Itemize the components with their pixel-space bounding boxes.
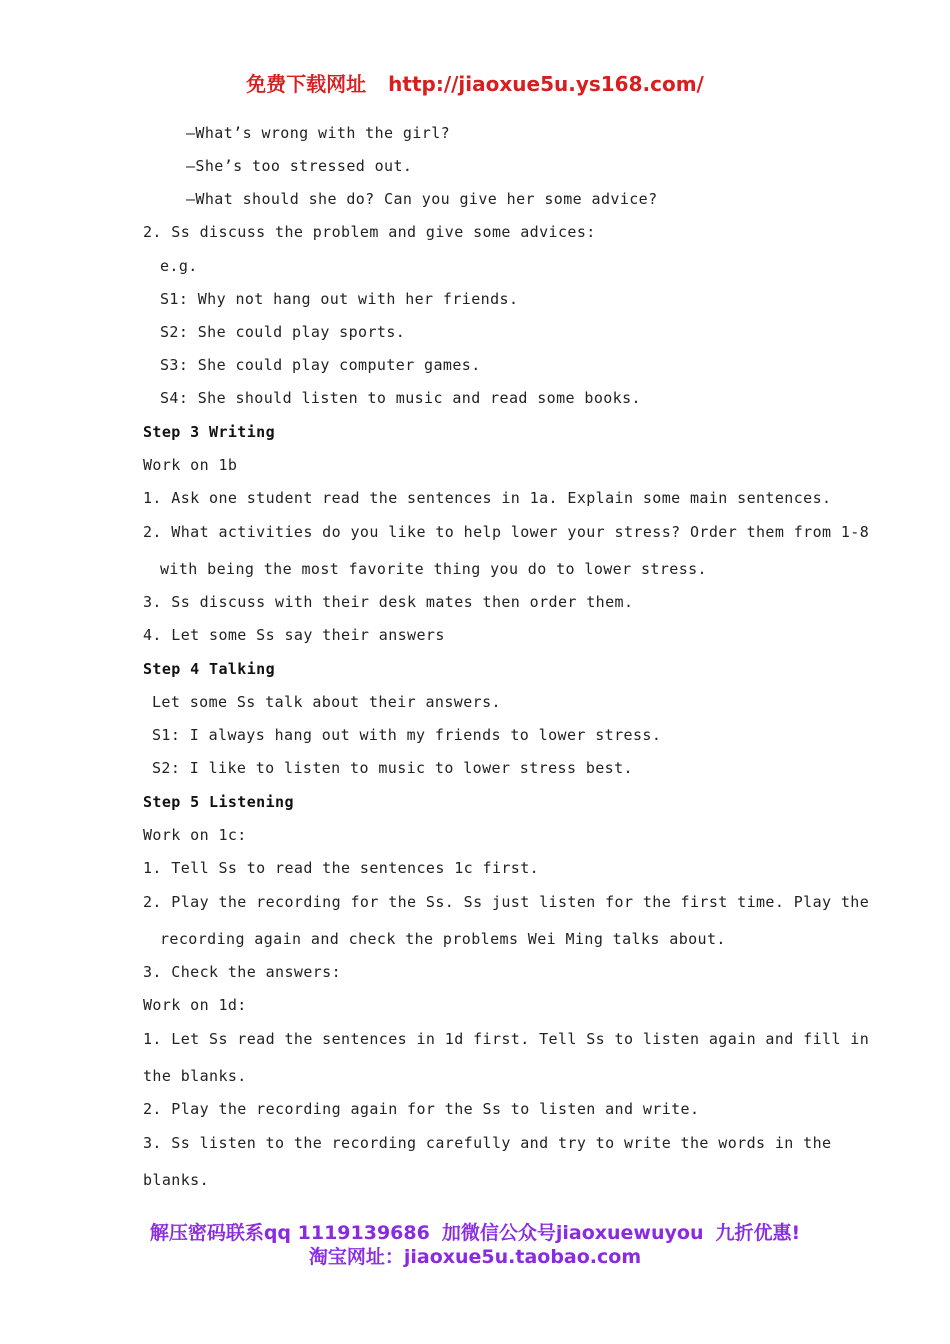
example-line: S2: I like to listen to music to lower stress best. xyxy=(152,759,633,777)
list-item: 3. Ss discuss with their desk mates then order them. xyxy=(143,593,634,611)
example-label: e.g. xyxy=(160,257,198,275)
header-url-link[interactable]: http://jiaoxue5u.ys168.com/ xyxy=(388,72,704,96)
list-item-continuation: blanks. xyxy=(143,1171,210,1189)
list-item-continuation: recording again and check the problems Wei Ming talks about. xyxy=(160,930,726,948)
example-line: S1: I always hang out with my friends to lower stress. xyxy=(152,726,662,744)
header-label: 免费下载网址 xyxy=(246,72,367,96)
list-item: 2. Play the recording again for the Ss to listen and write. xyxy=(143,1100,700,1118)
dialogue-line: —What should she do? Can you give her some advice? xyxy=(186,190,658,208)
footer-discount-note: 九折优惠! xyxy=(715,1222,801,1244)
footer-contact xyxy=(0,1218,950,1245)
step-heading: Step 3 Writing xyxy=(143,423,276,441)
list-item: 2. Ss discuss the problem and give some advices: xyxy=(143,223,596,241)
list-item: 2. What activities do you like to help lower your stress? Order them from 1-8 xyxy=(143,523,870,541)
subheading: Work on 1d: xyxy=(143,996,247,1014)
example-line: S1: Why not hang out with her friends. xyxy=(160,290,519,308)
example-line: S2: She could play sports. xyxy=(160,323,406,341)
step-heading: Step 5 Listening xyxy=(143,793,294,811)
header-banner xyxy=(0,68,950,97)
list-item: 1. Let Ss read the sentences in 1d first. Tell Ss to listen again and fill in xyxy=(143,1030,870,1048)
subheading: Work on 1c: xyxy=(143,826,247,844)
list-item: 2. Play the recording for the Ss. Ss just listen for the first time. Play the xyxy=(143,893,870,911)
dialogue-line: —What’s wrong with the girl? xyxy=(186,124,451,142)
list-item: 1. Ask one student read the sentences in 1a. Explain some main sentences. xyxy=(143,489,832,507)
list-item: 1. Tell Ss to read the sentences 1c first. xyxy=(143,859,540,877)
dialogue-line: —She’s too stressed out. xyxy=(186,157,413,175)
body-line: Let some Ss talk about their answers. xyxy=(152,693,501,711)
example-line: S3: She could play computer games. xyxy=(160,356,481,374)
example-line: S4: She should listen to music and read some books. xyxy=(160,389,641,407)
list-item: 4. Let some Ss say their answers xyxy=(143,626,445,644)
footer-taobao-link[interactable]: 淘宝网址：jiaoxue5u.taobao.com xyxy=(308,1246,642,1268)
list-item-continuation: the blanks. xyxy=(143,1067,247,1085)
footer-password-note: 解压密码联系qq 1119139686 xyxy=(149,1222,430,1244)
step-heading: Step 4 Talking xyxy=(143,660,276,678)
list-item-continuation: with being the most favorite thing you do to lower stress. xyxy=(160,560,707,578)
footer-wechat-note: 加微信公众号jiaoxuewuyou xyxy=(441,1222,704,1244)
subheading: Work on 1b xyxy=(143,456,238,474)
list-item: 3. Check the answers: xyxy=(143,963,342,981)
list-item: 3. Ss listen to the recording carefully and try to write the words in the xyxy=(143,1134,832,1152)
